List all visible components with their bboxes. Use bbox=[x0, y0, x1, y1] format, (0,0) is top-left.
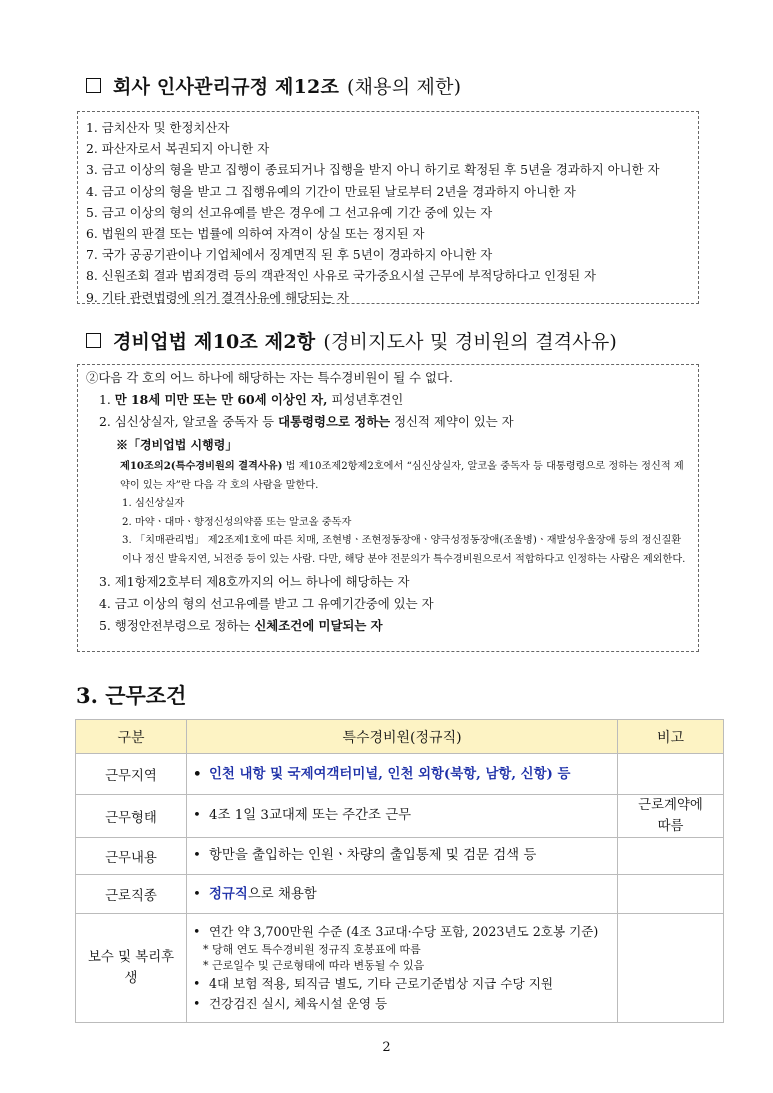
list-item bbox=[86, 389, 690, 411]
table-row bbox=[76, 875, 724, 914]
bullet-line bbox=[193, 884, 611, 905]
column-header: 구분 bbox=[76, 720, 187, 754]
intro-text: ②다음 각 호의 어느 하나에 해당하는 자는 특수경비원이 될 수 없다. bbox=[86, 370, 453, 385]
page-number: 2 bbox=[382, 1040, 391, 1055]
section2-title bbox=[86, 327, 617, 354]
table-row bbox=[76, 795, 724, 838]
row-note bbox=[618, 914, 724, 1023]
row-content bbox=[187, 914, 618, 1023]
row-label: 근무형태 bbox=[76, 795, 187, 838]
table-row bbox=[76, 754, 724, 795]
decree-bold: 제10조의2(특수경비원의 결격사유) bbox=[120, 460, 283, 472]
row-label: 근무지역 bbox=[76, 754, 187, 795]
bullet-icon: • bbox=[193, 808, 201, 823]
checkbox-square-icon bbox=[86, 78, 101, 93]
row-note: 근로계약에 따름 bbox=[618, 795, 724, 838]
item-bold-text: 대통령령으로 정하는 bbox=[278, 414, 391, 429]
row-content bbox=[187, 875, 618, 914]
column-header: 특수경비원(정규직) bbox=[187, 720, 618, 754]
item-bold-text: 신체조건에 미달되는 자 bbox=[254, 618, 383, 633]
pay-line2: 4대 보험 적용, 퇴직금 별도, 기타 근로기준법상 지급 수당 지원 bbox=[209, 976, 554, 991]
list-item: 7. 국가 공공기관이나 기업체에서 징계면직 된 후 5년이 경과하지 아니한 자 bbox=[86, 247, 493, 263]
row-label: 근로직종 bbox=[76, 875, 187, 914]
pay-line1: 연간 약 3,700만원 수준 (4조 3교대·수당 포함, 2023년도 2호봉 기준) bbox=[209, 924, 599, 939]
decree-item: 2. 마약ㆍ대마ㆍ향정신성의약품 또는 알코올 중독자 bbox=[122, 516, 352, 528]
row-content bbox=[187, 754, 618, 795]
bullet-icon: • bbox=[193, 996, 201, 1011]
type-text: 으로 채용함 bbox=[247, 886, 317, 902]
list-item: 9. 기타 관련법령에 의거 결격사유에 해당되는 자 bbox=[86, 289, 349, 305]
item-number: 1. bbox=[99, 392, 115, 407]
conditions-table bbox=[75, 719, 724, 1023]
list-item: 3. 금고 이상의 형을 받고 집행이 종료되거나 집행을 받지 아니 하기로 확정된 후 5년을 경과하지 아니한 자 bbox=[86, 162, 660, 178]
list-item bbox=[86, 411, 690, 433]
section1-title-bold: 회사 인사관리규정 제12조 bbox=[113, 76, 340, 98]
row-content bbox=[187, 838, 618, 875]
bullet-line bbox=[193, 764, 611, 784]
type-blue-text: 정규직 bbox=[209, 885, 248, 902]
section1-title bbox=[86, 72, 461, 99]
bullet-line bbox=[193, 974, 611, 994]
bullet-line bbox=[193, 922, 611, 942]
pay-line3: 건강검진 실시, 체육시설 운영 등 bbox=[209, 996, 388, 1011]
item-text: 2. 심신상실자, 알코올 중독자 등 bbox=[99, 414, 279, 429]
row-label: 근무내용 bbox=[76, 838, 187, 875]
bullet-line bbox=[193, 806, 611, 826]
checkbox-square-icon bbox=[86, 333, 101, 348]
item-text: 피성년후견인 bbox=[327, 392, 404, 407]
section2-title-rest: (경비지도사 및 경비원의 결격사유) bbox=[323, 331, 618, 353]
row-note bbox=[618, 875, 724, 914]
duty-text: 항만을 출입하는 인원ㆍ차량의 출입통제 및 검문 검색 등 bbox=[209, 848, 537, 863]
column-header: 비고 bbox=[618, 720, 724, 754]
item-text: 정신적 제약이 있는 자 bbox=[390, 414, 514, 429]
table-row bbox=[76, 838, 724, 875]
pay-sub-note: * 근로일수 및 근로형태에 따라 변동될 수 있음 bbox=[203, 959, 425, 972]
row-note bbox=[618, 838, 724, 875]
section3-heading: 3. 근무조건 bbox=[76, 683, 187, 708]
bullet-icon: • bbox=[193, 976, 201, 991]
section1-box bbox=[77, 111, 699, 304]
table-row bbox=[76, 914, 724, 1023]
bullet-icon: • bbox=[193, 766, 202, 782]
list-item: 4. 금고 이상의 형을 받고 그 집행유예의 기간이 만료된 날로부터 2년을 경과하지 아니한 자 bbox=[86, 183, 576, 199]
decree-item: 3. 「치매관리법」 제2조제1호에 따른 치매, 조현병ㆍ조현정동장애ㆍ양극성정동장애(조울병)ㆍ재발성우울장애 등의 정신질환이나 정신 발육지연, 뇌전증 등이 있는 사람. 다만, 해당 분야 전문의가 특수경비원으로서 적합하다고 인정하는 사람은 제외한다. bbox=[122, 535, 686, 565]
bullet-icon: • bbox=[193, 848, 201, 863]
decree-paragraph bbox=[86, 457, 690, 495]
list-item: 4. 금고 이상의 형의 선고유예를 받고 그 유예기간중에 있는 자 bbox=[99, 596, 434, 611]
item-bold-text: 만 18세 미만 또는 만 60세 이상인 자, bbox=[114, 392, 328, 407]
bullet-icon: • bbox=[193, 924, 201, 939]
decree-item: 1. 심신상실자 bbox=[122, 498, 185, 509]
section1-title-rest: (채용의 제한) bbox=[347, 76, 462, 98]
bullet-icon: • bbox=[193, 886, 201, 902]
row-label: 보수 및 복리후생 bbox=[76, 914, 187, 1023]
decree-heading: ※「경비업법 시행령」 bbox=[116, 438, 238, 452]
pay-sub-note: * 당해 연도 특수경비원 정규직 호봉표에 따름 bbox=[203, 943, 421, 956]
shift-text: 4조 1일 3교대제 또는 주간조 근무 bbox=[209, 808, 412, 823]
location-text: 인천 내항 및 국제여객터미널, 인천 외항(북항, 남항, 신항) 등 bbox=[209, 766, 571, 782]
list-item: 3. 제1항제2호부터 제8호까지의 어느 하나에 해당하는 자 bbox=[99, 574, 410, 589]
list-item bbox=[86, 615, 690, 637]
list-item: 8. 신원조회 결과 범죄경력 등의 객관적인 사유로 국가중요시설 근무에 부적당하다고 인정된 자 bbox=[86, 268, 596, 284]
table-header-row bbox=[76, 720, 724, 754]
item-text: 5. 행정안전부령으로 정하는 bbox=[99, 618, 255, 633]
section2-title-bold: 경비업법 제10조 제2항 bbox=[113, 331, 316, 353]
decree-text: 법 제10조제2항제2호에서 “심신상실자, 알코올 중독자 등 대통령령으로 정하는 정신적 제약이 있는 자”란 다음 각 호의 사람을 말한다. bbox=[120, 461, 684, 491]
list-item: 6. 법원의 판결 또는 법률에 의하여 자격이 상실 또는 정지된 자 bbox=[86, 226, 425, 242]
list-item: 1. 금치산자 및 한정치산자 bbox=[86, 120, 230, 135]
list-item: 5. 금고 이상의 형의 선고유예를 받은 경우에 그 선고유예 기간 중에 있는 자 bbox=[86, 204, 493, 220]
bullet-line bbox=[193, 994, 611, 1014]
row-content bbox=[187, 795, 618, 838]
bullet-line bbox=[193, 846, 611, 866]
list-item: 2. 파산자로서 복권되지 아니한 자 bbox=[86, 141, 270, 157]
section2-box bbox=[77, 364, 699, 652]
row-note bbox=[618, 754, 724, 795]
